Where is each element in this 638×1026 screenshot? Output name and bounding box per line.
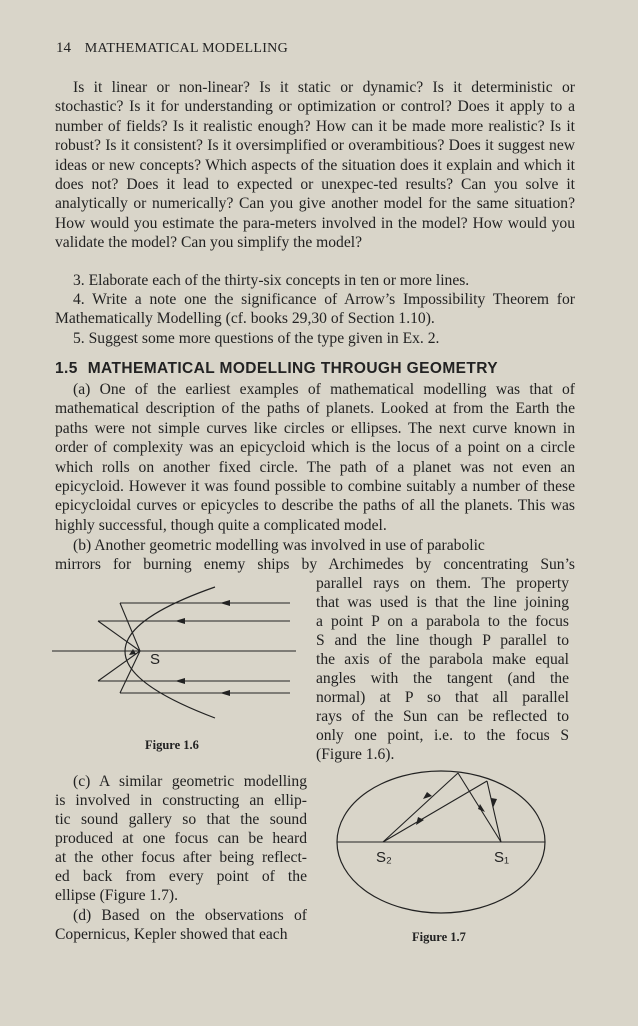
sound-ray — [487, 781, 501, 842]
para-c-line: ed back from every point of the — [55, 868, 307, 885]
side-line: (Figure 1.6). — [316, 746, 395, 763]
para-c-line: is involved in constructing an ellip- — [55, 792, 307, 809]
side-line: rays of the Sun can be reflected to — [316, 708, 569, 725]
paragraph-b-line-2: mirrors for burning enemy ships by Archimedes by concentrating Sun’s — [55, 556, 575, 573]
section-title: MATHEMATICAL MODELLING THROUGH GEOMETRY — [87, 360, 499, 377]
side-line: a point P on a parabola to the focus — [316, 613, 569, 630]
para-c-line: produced at one focus can be heard — [55, 830, 307, 847]
para-c-line: tic sound gallery so that the sound — [55, 811, 307, 828]
page-number: 14 — [56, 40, 71, 56]
side-line: the axis of the parabola make equal — [316, 651, 569, 668]
section-number: 1.5 — [55, 360, 78, 377]
side-line: S and the line though P parallel to — [316, 632, 569, 649]
exercise-questions: Is it linear or non-linear? Is it static or dynamic? Is it deterministic or stochastic? Is it for understanding or optimization or control? Does it apply to a number of fields? Is it realistic enough? How can it be made more realistic? Is it robust? Is it consistent? Is it oversimplified or overambitious? Does it suggest new ideas or new concepts? Which aspects of the situation does it explain and which it does not? Does it lead to expected or unexpec-ted results? Can you solve it analytically or numerically? Can you give another model for the same situation? How would you estimate the para-meters involved in the model? How would you validate the model? Can you simplify the model? — [55, 79, 575, 252]
para-c-line: (c) A similar geometric modelling — [73, 773, 307, 790]
figure-1-7-caption: Figure 1.7 — [412, 930, 466, 944]
side-line: only one point, i.e. to the focus S — [316, 727, 569, 744]
focus-label-s1: S₁ — [494, 849, 510, 866]
focus-label-s: S — [150, 651, 161, 668]
paragraph-b-line-1: (b) Another geometric modelling was involved in use of parabolic — [73, 537, 485, 554]
side-line: parallel rays on them. The property — [316, 575, 569, 592]
focus-label-s2: S₂ — [376, 849, 392, 866]
para-c-line: ellipse (Figure 1.7). — [55, 887, 178, 904]
para-d-line: (d) Based on the observations of — [73, 907, 307, 924]
exercise-3: 3. Elaborate each of the thirty-six concepts in ten or more lines. — [73, 272, 470, 289]
para-d-line: Copernicus, Kepler showed that each — [55, 926, 288, 943]
side-line: that was used is that the line joining — [316, 594, 569, 611]
para-c-line: at the other focus after being reflect- — [55, 849, 307, 866]
exercise-4: 4. Write a note one the significance of Arrow’s Impossibility Theorem for Mathematically Modelling (cf. books 29,30 of Section 1.10). — [55, 291, 575, 328]
figure-1-6-caption: Figure 1.6 — [145, 738, 199, 752]
paragraph-a: (a) One of the earliest examples of mathematical modelling was that of mathematical description of the paths of planets. Looked at from the Earth the paths were not simple curves like circles or ellipses. The next curve known in order of complexity was an epicycloid which is the locus of a point on a circle which rolls on another fixed circle. The path of a planet was not even an epicycloid. However it was found possible to combine suitably a number of these epicycloidal curves or epicycles to describe the paths of all the planets. This was highly successful, though quite a complicated model. — [55, 381, 575, 534]
side-line: normal) at P so that all parallel — [316, 689, 569, 706]
sound-ray — [383, 773, 458, 842]
sound-ray — [383, 781, 487, 842]
side-line: angles with the tangent (and the — [316, 670, 569, 687]
exercise-5: 5. Suggest some more questions of the type given in Ex. 2. — [73, 330, 440, 347]
running-title: MATHEMATICAL MODELLING — [84, 41, 288, 56]
